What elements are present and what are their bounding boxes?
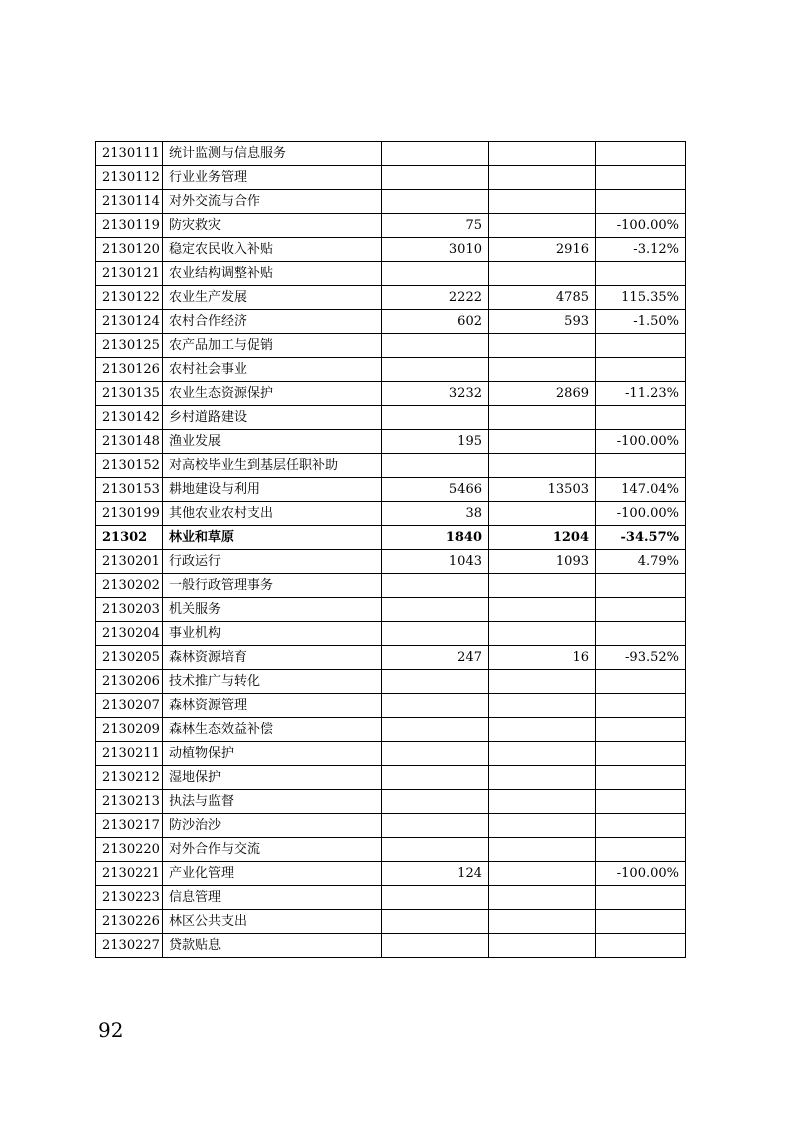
name-cell: 对外交流与合作 (163, 190, 382, 214)
prev-amount-cell (382, 934, 489, 958)
name-cell: 林区公共支出 (163, 910, 382, 934)
change-percent-cell: -1.50% (596, 310, 686, 334)
prev-amount-cell (382, 814, 489, 838)
prev-amount-cell (382, 358, 489, 382)
table-row (96, 862, 686, 886)
curr-amount-cell (489, 262, 596, 286)
curr-amount-cell (489, 838, 596, 862)
change-percent-cell: -93.52% (596, 646, 686, 670)
table-row (96, 694, 686, 718)
change-percent-cell: -34.57% (596, 526, 686, 550)
name-cell: 防沙治沙 (163, 814, 382, 838)
code-cell: 2130111 (96, 142, 163, 166)
change-percent-cell (596, 166, 686, 190)
code-cell: 2130112 (96, 166, 163, 190)
name-cell: 贷款贴息 (163, 934, 382, 958)
table-row (96, 406, 686, 430)
change-percent-cell: -100.00% (596, 862, 686, 886)
table-row (96, 214, 686, 238)
change-percent-cell: -100.00% (596, 214, 686, 238)
change-percent-cell (596, 718, 686, 742)
change-percent-cell (596, 142, 686, 166)
table-row (96, 166, 686, 190)
code-cell: 2130119 (96, 214, 163, 238)
table-row (96, 310, 686, 334)
table-row (96, 718, 686, 742)
curr-amount-cell: 593 (489, 310, 596, 334)
change-percent-cell (596, 598, 686, 622)
table-row (96, 574, 686, 598)
curr-amount-cell: 1093 (489, 550, 596, 574)
curr-amount-cell (489, 886, 596, 910)
code-cell: 2130221 (96, 862, 163, 886)
curr-amount-cell: 2916 (489, 238, 596, 262)
curr-amount-cell: 2869 (489, 382, 596, 406)
prev-amount-cell (382, 166, 489, 190)
prev-amount-cell (382, 190, 489, 214)
prev-amount-cell: 5466 (382, 478, 489, 502)
table-row (96, 886, 686, 910)
name-cell: 森林资源管理 (163, 694, 382, 718)
prev-amount-cell (382, 574, 489, 598)
name-cell: 执法与监督 (163, 790, 382, 814)
change-percent-cell (596, 670, 686, 694)
code-cell: 2130212 (96, 766, 163, 790)
table-row (96, 286, 686, 310)
code-cell: 2130211 (96, 742, 163, 766)
name-cell: 机关服务 (163, 598, 382, 622)
name-cell: 防灾救灾 (163, 214, 382, 238)
code-cell: 2130220 (96, 838, 163, 862)
prev-amount-cell (382, 790, 489, 814)
table-row (96, 382, 686, 406)
change-percent-cell: 115.35% (596, 286, 686, 310)
curr-amount-cell (489, 454, 596, 478)
table-row (96, 478, 686, 502)
table-row (96, 430, 686, 454)
prev-amount-cell (382, 718, 489, 742)
change-percent-cell (596, 334, 686, 358)
code-cell: 2130122 (96, 286, 163, 310)
code-cell: 2130153 (96, 478, 163, 502)
prev-amount-cell (382, 598, 489, 622)
prev-amount-cell: 3232 (382, 382, 489, 406)
prev-amount-cell (382, 886, 489, 910)
curr-amount-cell (489, 190, 596, 214)
name-cell: 农业结构调整补贴 (163, 262, 382, 286)
prev-amount-cell (382, 838, 489, 862)
change-percent-cell (596, 454, 686, 478)
prev-amount-cell: 75 (382, 214, 489, 238)
table-row (96, 934, 686, 958)
curr-amount-cell (489, 790, 596, 814)
prev-amount-cell (382, 694, 489, 718)
code-cell: 2130121 (96, 262, 163, 286)
prev-amount-cell (382, 910, 489, 934)
table-row (96, 814, 686, 838)
code-cell: 2130223 (96, 886, 163, 910)
change-percent-cell (596, 910, 686, 934)
curr-amount-cell: 4785 (489, 286, 596, 310)
code-cell: 2130213 (96, 790, 163, 814)
name-cell: 稳定农民收入补贴 (163, 238, 382, 262)
change-percent-cell: 4.79% (596, 550, 686, 574)
name-cell: 农业生产发展 (163, 286, 382, 310)
curr-amount-cell (489, 910, 596, 934)
name-cell: 对外合作与交流 (163, 838, 382, 862)
name-cell: 森林生态效益补偿 (163, 718, 382, 742)
name-cell: 对高校毕业生到基层任职补助 (163, 454, 382, 478)
curr-amount-cell (489, 862, 596, 886)
name-cell: 农村合作经济 (163, 310, 382, 334)
table-row (96, 502, 686, 526)
curr-amount-cell (489, 214, 596, 238)
name-cell: 农村社会事业 (163, 358, 382, 382)
change-percent-cell: -100.00% (596, 502, 686, 526)
table-row (96, 838, 686, 862)
code-cell: 2130135 (96, 382, 163, 406)
name-cell: 一般行政管理事务 (163, 574, 382, 598)
name-cell: 事业机构 (163, 622, 382, 646)
change-percent-cell (596, 742, 686, 766)
prev-amount-cell (382, 454, 489, 478)
name-cell: 湿地保护 (163, 766, 382, 790)
change-percent-cell: -3.12% (596, 238, 686, 262)
change-percent-cell: 147.04% (596, 478, 686, 502)
change-percent-cell (596, 766, 686, 790)
change-percent-cell (596, 358, 686, 382)
code-cell: 2130148 (96, 430, 163, 454)
code-cell: 2130202 (96, 574, 163, 598)
table-body (96, 142, 686, 958)
code-cell: 2130126 (96, 358, 163, 382)
prev-amount-cell: 602 (382, 310, 489, 334)
name-cell: 动植物保护 (163, 742, 382, 766)
curr-amount-cell (489, 622, 596, 646)
table-row (96, 598, 686, 622)
name-cell: 产业化管理 (163, 862, 382, 886)
name-cell: 技术推广与转化 (163, 670, 382, 694)
table-row (96, 646, 686, 670)
curr-amount-cell: 1204 (489, 526, 596, 550)
code-cell: 2130226 (96, 910, 163, 934)
code-cell: 2130114 (96, 190, 163, 214)
prev-amount-cell (382, 670, 489, 694)
table-row (96, 238, 686, 262)
code-cell: 2130217 (96, 814, 163, 838)
change-percent-cell (596, 622, 686, 646)
curr-amount-cell (489, 694, 596, 718)
table-row (96, 358, 686, 382)
name-cell: 农产品加工与促销 (163, 334, 382, 358)
name-cell: 乡村道路建设 (163, 406, 382, 430)
prev-amount-cell: 3010 (382, 238, 489, 262)
change-percent-cell (596, 406, 686, 430)
code-cell: 2130203 (96, 598, 163, 622)
table-row (96, 790, 686, 814)
code-cell: 2130201 (96, 550, 163, 574)
code-cell: 2130207 (96, 694, 163, 718)
curr-amount-cell (489, 574, 596, 598)
name-cell: 耕地建设与利用 (163, 478, 382, 502)
name-cell: 统计监测与信息服务 (163, 142, 382, 166)
prev-amount-cell: 2222 (382, 286, 489, 310)
table-row (96, 190, 686, 214)
curr-amount-cell (489, 598, 596, 622)
change-percent-cell (596, 574, 686, 598)
code-cell: 2130227 (96, 934, 163, 958)
curr-amount-cell (489, 406, 596, 430)
table-row (96, 742, 686, 766)
change-percent-cell (596, 262, 686, 286)
change-percent-cell (596, 814, 686, 838)
change-percent-cell (596, 694, 686, 718)
name-cell: 行政运行 (163, 550, 382, 574)
code-cell: 21302 (96, 526, 163, 550)
budget-table (95, 141, 686, 958)
table-row (96, 334, 686, 358)
table-row (96, 670, 686, 694)
change-percent-cell (596, 886, 686, 910)
name-cell: 渔业发展 (163, 430, 382, 454)
prev-amount-cell (382, 766, 489, 790)
curr-amount-cell (489, 142, 596, 166)
curr-amount-cell (489, 502, 596, 526)
prev-amount-cell: 195 (382, 430, 489, 454)
code-cell: 2130124 (96, 310, 163, 334)
curr-amount-cell (489, 334, 596, 358)
prev-amount-cell (382, 142, 489, 166)
curr-amount-cell (489, 742, 596, 766)
curr-amount-cell (489, 766, 596, 790)
name-cell: 其他农业农村支出 (163, 502, 382, 526)
code-cell: 2130199 (96, 502, 163, 526)
name-cell: 森林资源培育 (163, 646, 382, 670)
table-row (96, 766, 686, 790)
curr-amount-cell (489, 358, 596, 382)
change-percent-cell (596, 190, 686, 214)
name-cell: 林业和草原 (163, 526, 382, 550)
prev-amount-cell: 124 (382, 862, 489, 886)
curr-amount-cell (489, 670, 596, 694)
curr-amount-cell (489, 934, 596, 958)
code-cell: 2130152 (96, 454, 163, 478)
prev-amount-cell: 247 (382, 646, 489, 670)
prev-amount-cell: 38 (382, 502, 489, 526)
curr-amount-cell (489, 430, 596, 454)
prev-amount-cell (382, 406, 489, 430)
code-cell: 2130206 (96, 670, 163, 694)
table-row (96, 262, 686, 286)
change-percent-cell (596, 934, 686, 958)
change-percent-cell (596, 838, 686, 862)
table-row (96, 550, 686, 574)
curr-amount-cell (489, 814, 596, 838)
table-row (96, 142, 686, 166)
curr-amount-cell: 13503 (489, 478, 596, 502)
prev-amount-cell (382, 622, 489, 646)
code-cell: 2130142 (96, 406, 163, 430)
code-cell: 2130209 (96, 718, 163, 742)
page-number: 92 (98, 1018, 124, 1042)
code-cell: 2130204 (96, 622, 163, 646)
prev-amount-cell (382, 334, 489, 358)
change-percent-cell: -11.23% (596, 382, 686, 406)
table-row (96, 622, 686, 646)
curr-amount-cell (489, 166, 596, 190)
curr-amount-cell: 16 (489, 646, 596, 670)
name-cell: 行业业务管理 (163, 166, 382, 190)
prev-amount-cell (382, 742, 489, 766)
prev-amount-cell (382, 262, 489, 286)
name-cell: 信息管理 (163, 886, 382, 910)
table-row (96, 910, 686, 934)
curr-amount-cell (489, 718, 596, 742)
prev-amount-cell: 1840 (382, 526, 489, 550)
code-cell: 2130125 (96, 334, 163, 358)
change-percent-cell: -100.00% (596, 430, 686, 454)
code-cell: 2130120 (96, 238, 163, 262)
prev-amount-cell: 1043 (382, 550, 489, 574)
code-cell: 2130205 (96, 646, 163, 670)
change-percent-cell (596, 790, 686, 814)
table-row (96, 454, 686, 478)
table-row (96, 526, 686, 550)
name-cell: 农业生态资源保护 (163, 382, 382, 406)
